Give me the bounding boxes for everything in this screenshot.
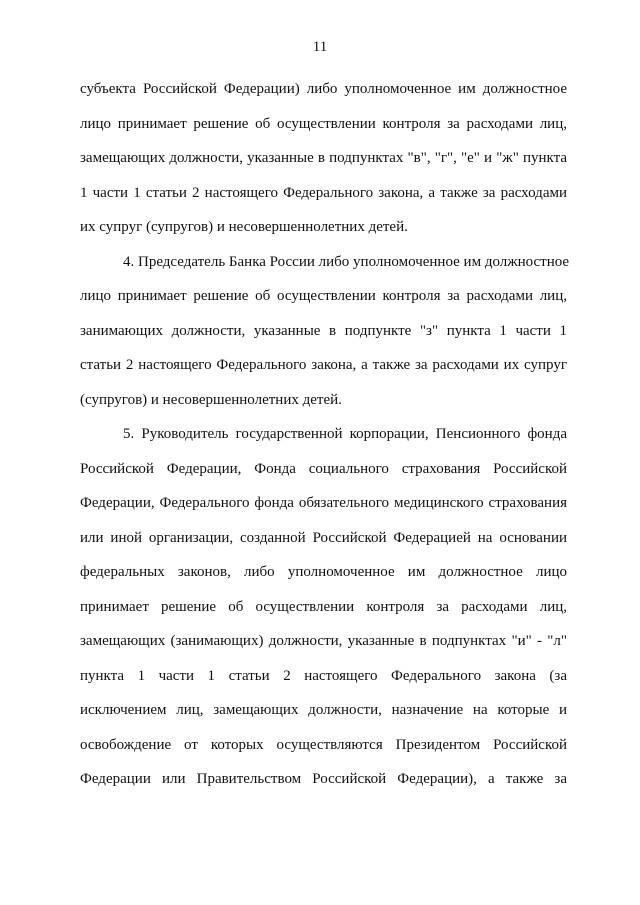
paragraph	[80, 72, 567, 245]
text-line: принимает решение об осуществлении контроля за расходами лиц,	[80, 598, 567, 615]
text-line: Федерации, Федерального фонда обязательного медицинского страхования	[80, 495, 567, 511]
paragraph-item-4	[80, 245, 570, 418]
paragraph-item-5	[80, 417, 567, 797]
text-line: их супруг (супругов) и несовершеннолетних детей.	[80, 219, 408, 235]
text-line: освобождение от которых осуществляются Президентом Российской	[80, 736, 567, 753]
text-line: Российской Федерации, Фонда социального страхования Российской	[80, 460, 567, 477]
text-line: или иной организации, созданной Российской Федерацией на основании	[80, 529, 567, 546]
text-line: замещающих (занимающих) должности, указанные в подпунктах "и" - "л"	[80, 633, 567, 649]
text-line: пункта 1 части 1 статьи 2 настоящего Федерального закона (за	[80, 667, 567, 684]
text-line: лицо принимает решение об осуществлении контроля за расходами лиц,	[80, 288, 567, 304]
text-line: замещающих должности, указанные в подпунктах "в", "г", "е" и "ж" пункта	[80, 150, 567, 166]
text-line: федеральных законов, либо уполномоченное им должностное лицо	[80, 564, 567, 580]
text-line: статьи 2 настоящего Федерального закона, а также за расходами их супруг	[80, 357, 567, 373]
text-line: исключением лиц, замещающих должности, назначение на которые и	[80, 702, 567, 718]
document-body	[80, 72, 570, 797]
text-line: 1 части 1 статьи 2 настоящего Федерального закона, а также за расходами	[80, 184, 567, 201]
text-line: занимающих должности, указанные в подпункте "з" пункта 1 части 1	[80, 322, 567, 339]
text-line: (супругов) и несовершеннолетних детей.	[80, 391, 342, 408]
text-line: Федерации или Правительством Российской Федерации), а также за	[80, 771, 567, 787]
text-line: лицо принимает решение об осуществлении контроля за расходами лиц,	[80, 115, 567, 132]
text-line: 4. Председатель Банка России либо уполномоченное им должностное	[123, 253, 570, 270]
page-number: 11	[312, 39, 328, 55]
text-line: 5. Руководитель государственной корпорации, Пенсионного фонда	[123, 426, 567, 442]
text-line: субъекта Российской Федерации) либо уполномоченное им должностное	[80, 81, 567, 97]
